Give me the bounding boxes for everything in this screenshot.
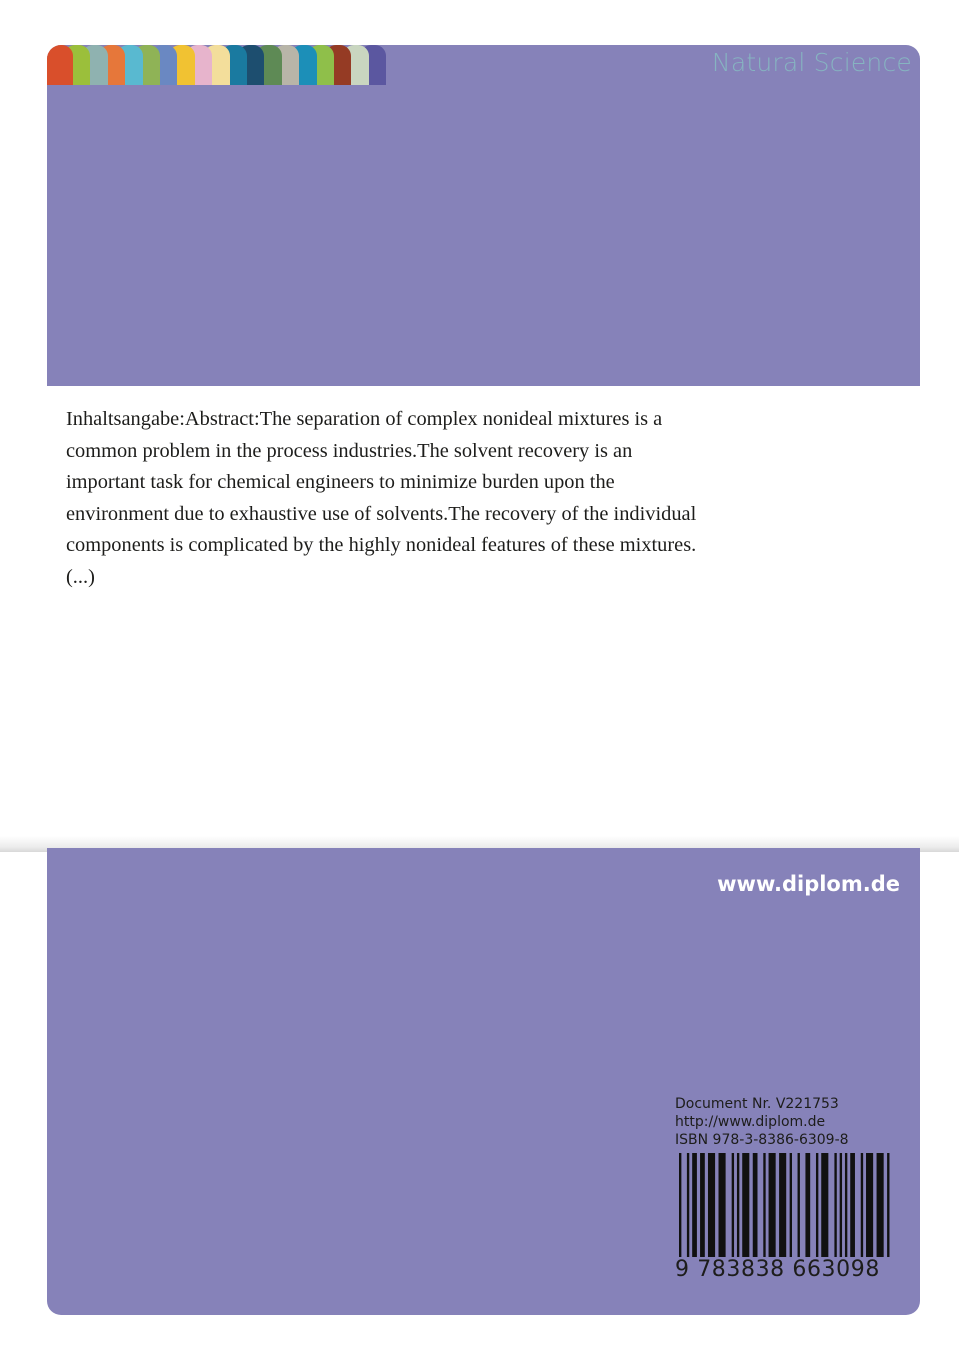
color-tab-strip: [47, 45, 387, 85]
isbn-number: ISBN 978-3-8386-6309-8: [675, 1132, 849, 1148]
barcode-bar: [845, 1153, 847, 1257]
barcode-bar: [769, 1153, 776, 1257]
barcode-bar: [708, 1153, 715, 1257]
barcode-bar: [737, 1153, 739, 1257]
document-url[interactable]: http://www.diplom.de: [675, 1114, 826, 1130]
barcode-icon: [675, 1153, 899, 1257]
barcode-bar: [753, 1153, 758, 1257]
barcode-bar: [732, 1153, 734, 1257]
barcode-bar: [850, 1153, 855, 1257]
isbn-barcode: [675, 1153, 899, 1288]
barcode-bar: [805, 1153, 810, 1257]
bottom-color-panel: [47, 848, 920, 1315]
top-color-panel: [47, 45, 920, 386]
barcode-digits: 9 783838 663098: [675, 1257, 880, 1282]
barcode-bar: [679, 1153, 681, 1257]
barcode-bar: [798, 1153, 800, 1257]
barcode-bar: [887, 1153, 889, 1257]
document-number: Document Nr. V221753: [675, 1096, 839, 1112]
barcode-bar: [840, 1153, 842, 1257]
barcode-bar: [877, 1153, 884, 1257]
barcode-bar: [821, 1153, 828, 1257]
barcode-bar: [779, 1153, 786, 1257]
barcode-bar: [861, 1153, 863, 1257]
barcode-bar: [816, 1153, 818, 1257]
barcode-bar: [742, 1153, 749, 1257]
publisher-website[interactable]: www.diplom.de: [717, 872, 900, 896]
barcode-bar: [790, 1153, 792, 1257]
barcode-bar: [719, 1153, 726, 1257]
barcode-bar: [834, 1153, 836, 1257]
document-info: [675, 1095, 849, 1149]
barcode-bar: [692, 1153, 697, 1257]
abstract-text: Inhaltsangabe:Abstract:The separation of complex nonideal mixtures is a common problem in the process industries.The solvent recovery is an important task for chemical engineers to minimize burden upon the environment due to exhaustive use of solvents.The recovery of the individual components is complicated by the highly nonideal features of these mixtures. (...): [66, 408, 697, 588]
barcode-bar: [687, 1153, 689, 1257]
barcode-bar: [763, 1153, 765, 1257]
color-tab: [47, 45, 73, 85]
barcode-bar: [700, 1153, 705, 1257]
category-label: Natural Science: [711, 48, 912, 77]
barcode-bar: [866, 1153, 873, 1257]
